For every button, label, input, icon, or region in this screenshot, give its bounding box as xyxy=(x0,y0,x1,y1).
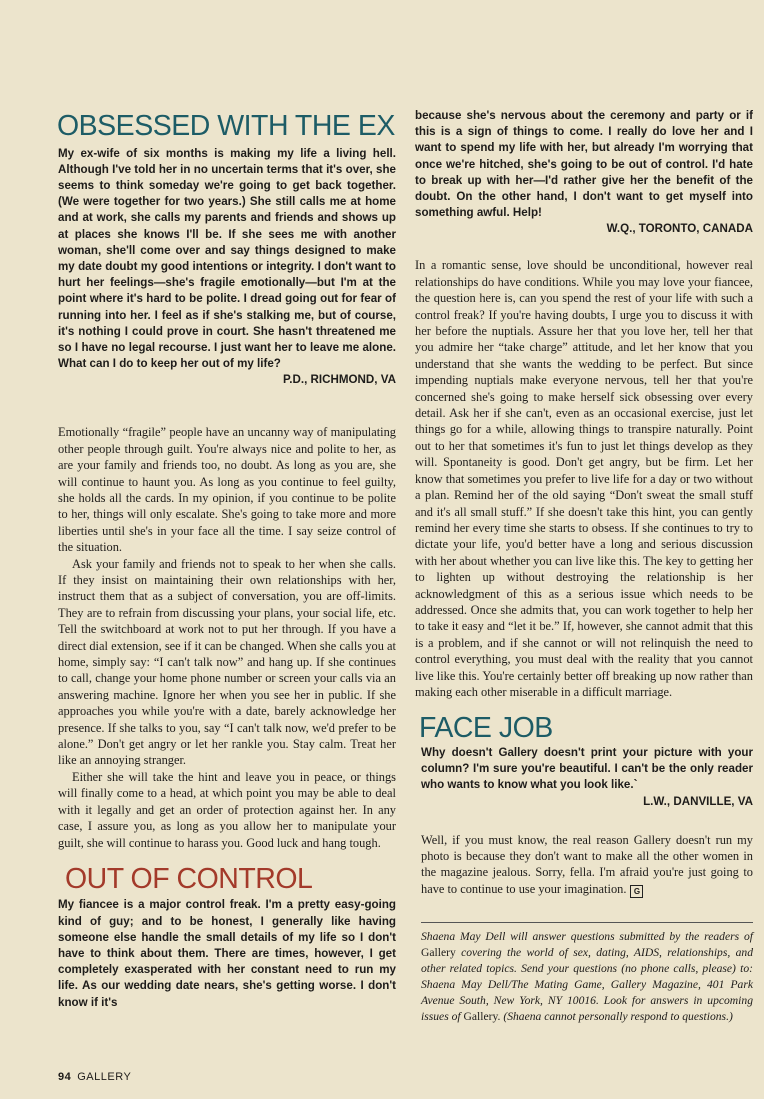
right-column xyxy=(415,108,753,1025)
letter-signature-wq: W.Q., TORONTO, CANADA xyxy=(606,222,753,236)
section-title-out-of-control: OUT OF CONTROL xyxy=(65,862,313,895)
note-text-3: Look for answers in upcoming issues of xyxy=(421,994,753,1024)
answer-control: In a romantic sense, love should be unconditional, however real relationships do have conditions. While you may love your fiancee, the question here is, can you spend the rest of your life with such a control freak? If you're having doubts, I urge you to discuss it with her before the nuptials. Assure her that you love her, tell her that you admire her “take charge” attitude, and let her know that you understand that she wants the wedding to be perfect. But since impending nuptials make everyone nervous, tell her that you're concerned she's going to make herself sick obsessing over every detail. Ask her if she can't, even as an occasional exercise, just let things go for a while, allowing things to transpire naturally. Point out to her that sometimes it's fun to just let things develop as they will. Spontaneity is good. Don't get angry, but be firm. Let her know that sometimes you prefer to live life for a day or two without a plan. Remind her of the old saying “Don't sweat the small stuff and it's all small stuff.” If she doesn't take this hint, you can gently remind her every time she starts to obsess. If she continues to try to dictate your life, you'd better have a long and serious discussion with her about whether you can live like this. The key to getting her to lighten up without destroying the relationship is her acknowledgment of this as a serious issue which needs to be addressed. Once she admits that, you can work together to help her to take it easy and “let it be.” If, however, she cannot admit that this is a problem, and if she cannot or will not relinquish the need to control everything, you must deal with the reality that you cannot live like this. You're certainly better off breaking up now rather than making each other miserable in a difficult marriage. xyxy=(415,258,753,699)
magazine-name: GALLERY xyxy=(77,1071,132,1083)
answer-paragraph-3: Either she will take the hint and leave you in peace, or things will finally come to a head, at which point you may be able to deal with it legally and get an order of protection against her. In any case, I assure you, as long as you allow her to manipulate your guilt, she will continue to harass you. Good luck and hang tough. xyxy=(58,769,396,850)
note-text-4: (Shaena cannot personally respond to questions.) xyxy=(500,1010,733,1024)
answer-face-job xyxy=(421,832,753,898)
letter-question-control-part1: My fiancee is a major control freak. I'm a pretty easy-going kind of guy; and to be honest, I generally like having someone else handle the small details of my life so I don't have to think about them. There are times, however, I get completely exasperated with her constant need to run my life. As our wedding date nears, she's getting worse. I don't know if it's xyxy=(58,898,396,1009)
divider-rule xyxy=(421,922,753,923)
answer-face-job-text: Well, if you must know, the real reason Gallery doesn't run my photo is because they don't want to make all the other women in the magazine jealous. Sorry, fella. I'm afraid you're just going to have to continue to use your imagination. xyxy=(421,832,753,896)
note-gallery-2: Gallery. xyxy=(463,1010,501,1024)
left-column xyxy=(58,112,396,1011)
page-footer xyxy=(58,1071,131,1083)
note-text-1: Shaena May Dell will answer questions submitted by the readers of xyxy=(421,929,753,943)
letter-question-control-part2: because she's nervous about the ceremony and party or if this is a sign of things to come. I really do love her and I want to spend my life with her, but already I'm worrying that once we're hitched, she's going to be out of control. I'd hate to break up with her—I'd rather give her the benefit of the doubt. On the other hand, I don't want to get myself into something awful. Help! xyxy=(415,109,753,220)
section-title-face-job: FACE JOB xyxy=(419,712,553,745)
column-info-note xyxy=(421,929,753,1026)
note-gallery: Gallery xyxy=(421,945,456,959)
section-title-obsessed: OBSESSED WITH THE EX xyxy=(57,110,395,142)
letter-question-face-job: Why doesn't Gallery doesn't print your picture with your column? I'm sure you're beautiful. I can't be the only reader who wants to know what you look like.` xyxy=(421,745,753,792)
answer-paragraph-1: Emotionally “fragile” people have an uncanny way of manipulating other people through guilt. You're always nice and polite to her, as are your family and friends too, no doubt. As long as you are, she will continue to haunt you. As long as you continue to feel guilty, she holds all the cards. In my opinion, if you continue to be polite to her, things will only escalate. She's going to take more and more liberties until she's in your face all the time. I say seize control of the situation. xyxy=(58,425,396,555)
note-address: Shaena May Dell/The Mating Game, Gallery Magazine, 401 Park Avenue South, New York, NY 10016. xyxy=(421,978,753,1008)
letter-question-obsessed: My ex-wife of six months is making my life a living hell. Although I've told her in no uncertain terms that it's over, she seems to think someday we're going to get back together. (We were together for two years.) She still calls me at home and at work, she calls my parents and friends and shows up at places she knows I'll be. If she sees me with another woman, she'll come over and say things designed to make my date doubt my good intentions or integrity. I don't want to hurt her feelings—she's fragile emotionally—but I'm at the point where it's hard to be polite. I dread going out for fear of running into her. I feel as if she's stalking me, but of course, it's nothing I could prove in court. She hasn't threatened me so I have no legal recourse. I just want her to leave me alone. What can I do to keep her out of my life? xyxy=(58,146,396,371)
page-number: 94 xyxy=(58,1071,72,1083)
letter-signature-lw: L.W., DANVILLE, VA xyxy=(643,794,753,808)
gallery-end-mark-icon: G xyxy=(630,885,643,898)
note-text-2: covering the world of sex, dating, AIDS, relationships, and other related topics. Send your questions (no phone calls, please) to: xyxy=(421,945,753,975)
letter-signature-pd: P.D., RICHMOND, VA xyxy=(283,373,396,387)
answer-paragraph-2: Ask your family and friends not to speak to her when she calls. If they insist on maintaining their own relationships with her, instruct them that as a subject of conversation, you are off-limits. They are to refrain from discussing your plans, your social life, etc. Tell the switchboard at work not to put her through. If you have a direct dial extension, see if it can be changed. When she calls you at home, simply say: “I can't talk now” and hang up. If she continues to call, change your home phone number or screen your calls via an answering machine. Ignore her when you see her in public. If she approaches you while you're with a date, barely acknowledge her presence. If she talks to you, say “I can't talk now, we'd prefer to be alone.” Don't get angry or let her rankle you. Stay calm. Treat her like an annoying stranger. xyxy=(58,556,396,768)
